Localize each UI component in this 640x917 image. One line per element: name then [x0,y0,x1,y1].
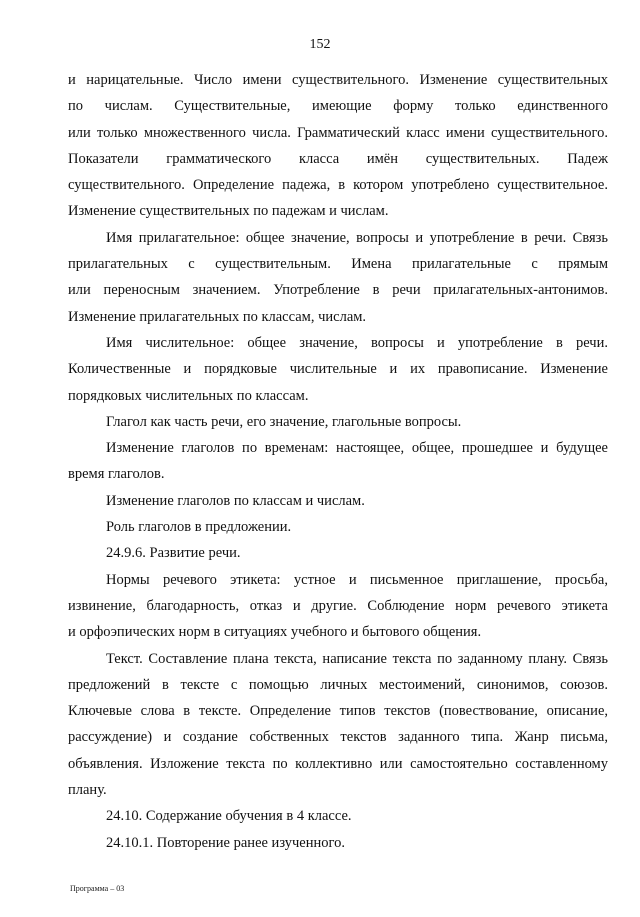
paragraph [68,567,608,646]
text-line: 24.9.6. Развитие речи. [106,545,241,562]
text-line: и нарицательные. Число имени существительного. Изменение существительных [68,72,608,88]
text-line: Изменение глаголов по классам и числам. [106,492,365,509]
paragraph [68,330,608,409]
text-line: или переносным значением. Употребление в речи прилагательных-антонимов. [68,282,608,299]
text-line: время глаголов. [68,466,165,483]
text-line: Ключевые слова в тексте. Определение типов текстов (повествование, описание, [68,703,608,720]
text-line: Изменение прилагательных по классам, числам. [68,308,367,325]
paragraph [68,409,608,435]
paragraph [68,830,608,856]
text-line: Имя прилагательное: общее значение, вопросы и употребление в речи. Связь [106,229,608,246]
text-line: извинение, благодарность, отказ и другие. Соблюдение норм речевого этикета [68,597,608,614]
text-line: порядковых числительных по классам. [68,387,309,404]
paragraph [68,646,608,804]
text-line: Имя числительное: общее значение, вопросы и употребление в речи. [106,334,608,351]
text-line: 24.10.1. Повторение ранее изученного. [106,834,345,851]
paragraph [68,540,608,566]
text-line: предложений в тексте с помощью личных местоимений, синонимов, союзов. [68,676,608,693]
text-line: Текст. Составление плана текста, написание текста по заданному плану. Связь [106,650,608,667]
text-line: Количественные и порядковые числительные и их правописание. Изменение [68,361,608,378]
paragraph [68,514,608,540]
text-line: объявления. Изложение текста по коллективно или самостоятельно составленному [68,755,608,772]
text-line: плану. [68,782,107,799]
text-line: Показатели грамматического класса имён существительных. Падеж [68,150,608,167]
text-line: по числам. Существительные, имеющие форму только единственного [68,98,608,115]
text-line: Изменение глаголов по временам: настоящее, общее, прошедшее и будущее [106,440,608,457]
paragraph [68,803,608,829]
text-line: прилагательных с существительным. Имена прилагательные с прямым [68,256,608,273]
text-line: Глагол как часть речи, его значение, глагольные вопросы. [106,413,462,430]
document-body [68,67,608,856]
paragraph [68,67,608,225]
text-line: и орфоэпических норм в ситуациях учебного и бытового общения. [68,624,482,641]
text-line: или только множественного числа. Грамматический класс имени существительного. [68,124,608,141]
text-line: Изменение существительных по падежам и числам. [68,203,389,220]
paragraph [68,225,608,330]
text-line: существительного. Определение падежа, в котором употреблено существительное. [68,177,608,194]
paragraph [68,488,608,514]
footer-label: Программа – 03 [70,884,125,893]
text-line: Нормы речевого этикета: устное и письменное приглашение, просьба, [106,571,608,588]
text-line: 24.10. Содержание обучения в 4 классе. [106,808,352,825]
text-line: Роль глаголов в предложении. [106,519,292,536]
text-line: рассуждение) и создание собственных текстов заданного типа. Жанр письма, [68,729,608,746]
page-number: 152 [309,37,331,52]
paragraph [68,435,608,488]
